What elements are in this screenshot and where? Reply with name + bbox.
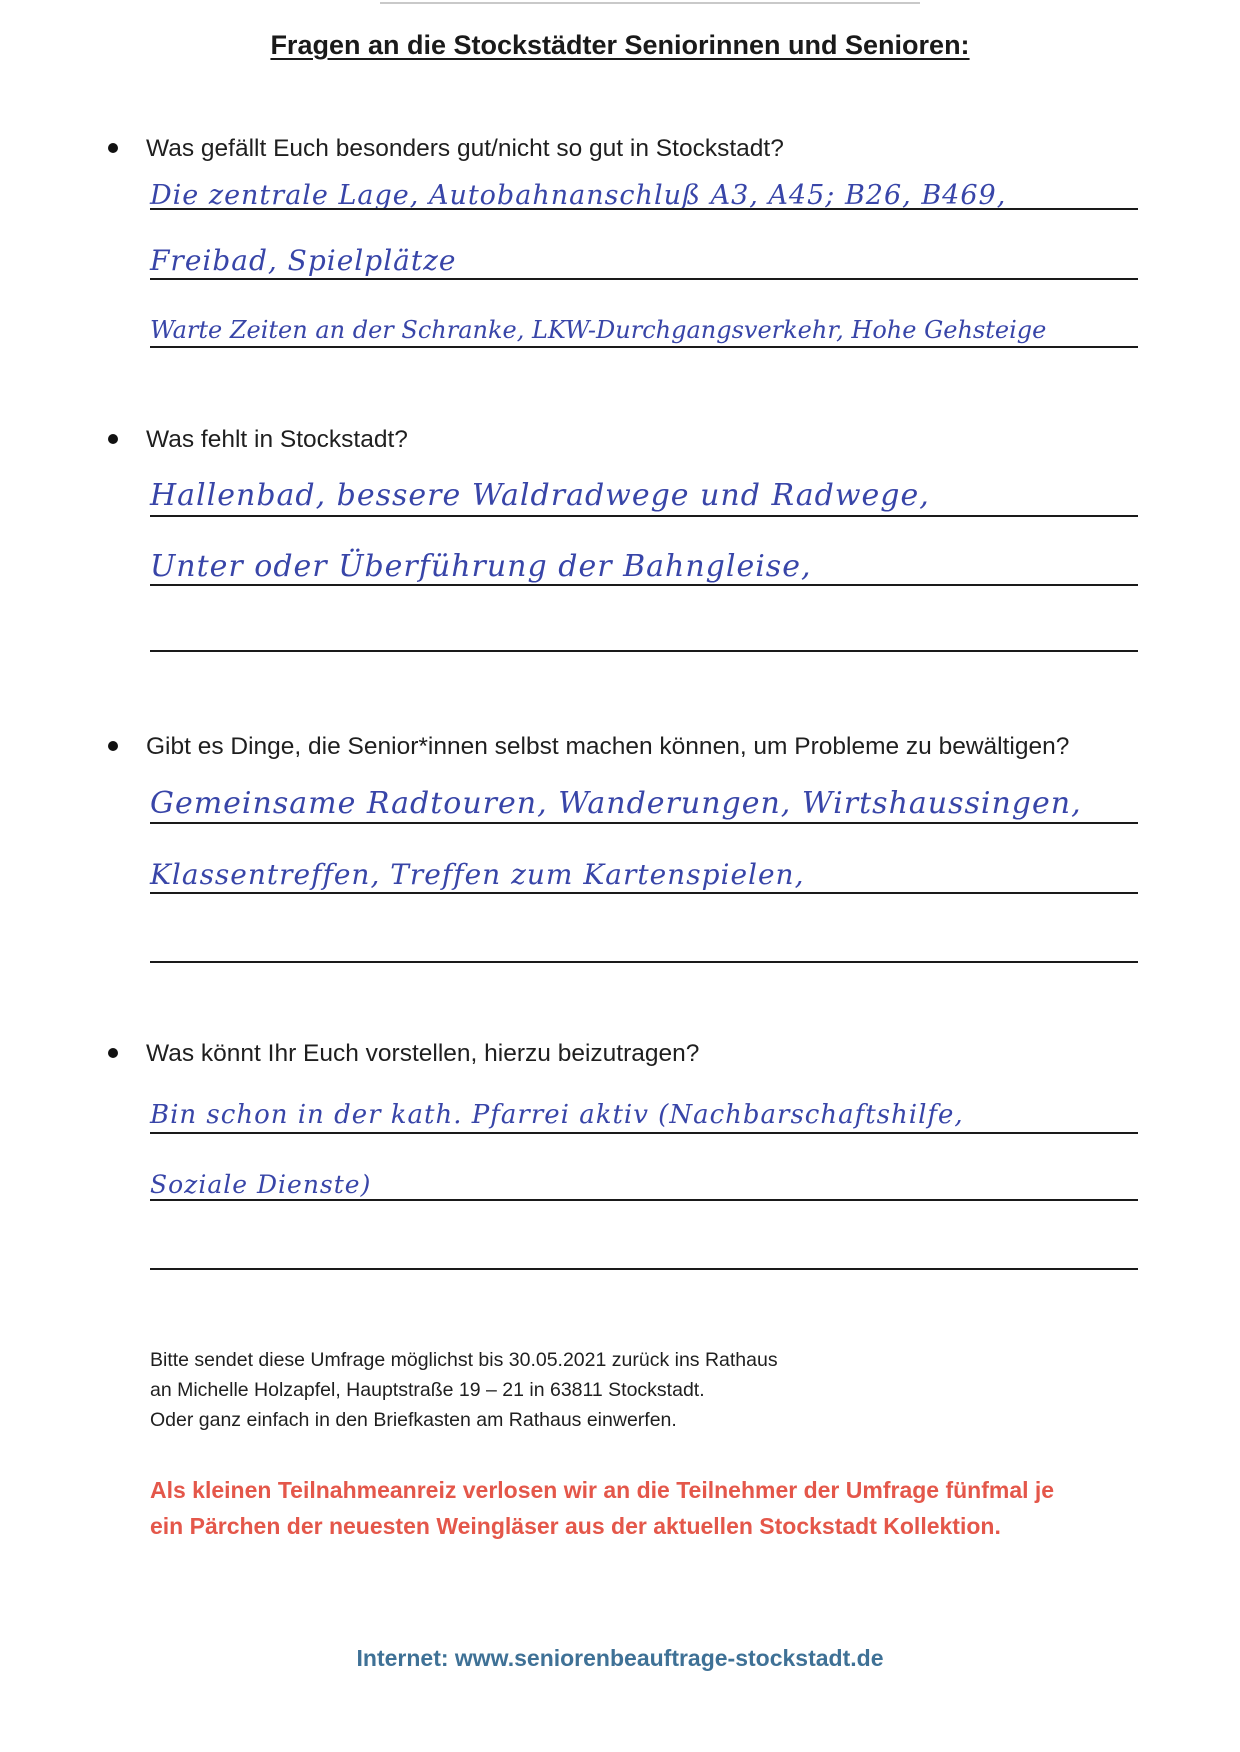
answer-4-line-1[interactable]: Bin schon in der kath. Pfarrei aktiv (Nachbarschaftshilfe, <box>150 1100 964 1130</box>
incentive-notice <box>150 1472 1054 1544</box>
answer-line <box>150 822 1138 824</box>
question-1 <box>108 135 784 163</box>
answer-4-line-2[interactable]: Soziale Dienste) <box>150 1170 372 1199</box>
answer-line <box>150 346 1138 348</box>
question-2-text: Was fehlt in Stockstadt? <box>146 426 408 453</box>
answer-3-line-2[interactable]: Klassentreffen, Treffen zum Kartenspielen, <box>150 858 805 891</box>
instruction-line: Oder ganz einfach in den Briefkasten am Rathaus einwerfen. <box>150 1409 677 1431</box>
answer-line <box>150 1268 1138 1270</box>
question-3-text: Gibt es Dinge, die Senior*innen selbst machen können, um Probleme zu bewältigen? <box>146 733 1070 760</box>
answer-line <box>150 208 1138 210</box>
instruction-line: Bitte sendet diese Umfrage möglichst bis 30.05.2021 zurück ins Rathaus <box>150 1349 778 1371</box>
bullet-icon <box>108 143 118 153</box>
scan-edge-mark <box>380 2 920 4</box>
question-3 <box>108 733 1069 761</box>
answer-line <box>150 892 1138 894</box>
answer-line <box>150 650 1138 652</box>
internet-link[interactable]: Internet: www.seniorenbeauftrage-stockstadt.de <box>356 1645 884 1671</box>
answer-line <box>150 1199 1138 1201</box>
answer-1-line-2[interactable]: Freibad, Spielplätze <box>150 244 457 277</box>
incentive-line: Als kleinen Teilnahmeanreiz verlosen wir an die Teilnehmer der Umfrage fünfmal je <box>150 1477 1055 1503</box>
answer-line <box>150 584 1138 586</box>
question-4-text: Was könnt Ihr Euch vorstellen, hierzu beizutragen? <box>146 1040 700 1067</box>
bullet-icon <box>108 741 118 751</box>
answer-2-line-2[interactable]: Unter oder Überführung der Bahngleise, <box>150 549 812 584</box>
page-title: Fragen an die Stockstädter Seniorinnen und Senioren: <box>270 30 970 60</box>
incentive-line: ein Pärchen der neuesten Weingläser aus der aktuellen Stockstadt Kollektion. <box>150 1513 1001 1539</box>
answer-line <box>150 515 1138 517</box>
instruction-line: an Michelle Holzapfel, Hauptstraße 19 – 21 in 63811 Stockstadt. <box>150 1379 705 1401</box>
return-instructions <box>150 1345 778 1435</box>
bullet-icon <box>108 1048 118 1058</box>
answer-3-line-1[interactable]: Gemeinsame Radtouren, Wanderungen, Wirtshaussingen, <box>150 786 1082 821</box>
answer-line <box>150 1132 1138 1134</box>
answer-2-line-1[interactable]: Hallenbad, bessere Waldradwege und Radwege, <box>150 478 930 513</box>
question-4 <box>108 1040 699 1068</box>
answer-line <box>150 961 1138 963</box>
answer-1-line-3[interactable]: Warte Zeiten an der Schranke, LKW-Durchgangsverkehr, Hohe Gehsteige <box>150 316 1047 344</box>
answer-line <box>150 278 1138 280</box>
answer-1-line-1[interactable]: Die zentrale Lage, Autobahnanschluß A3, A45; B26, B469, <box>150 180 1007 211</box>
question-1-text: Was gefällt Euch besonders gut/nicht so gut in Stockstadt? <box>146 135 784 162</box>
bullet-icon <box>108 434 118 444</box>
question-2 <box>108 426 408 454</box>
